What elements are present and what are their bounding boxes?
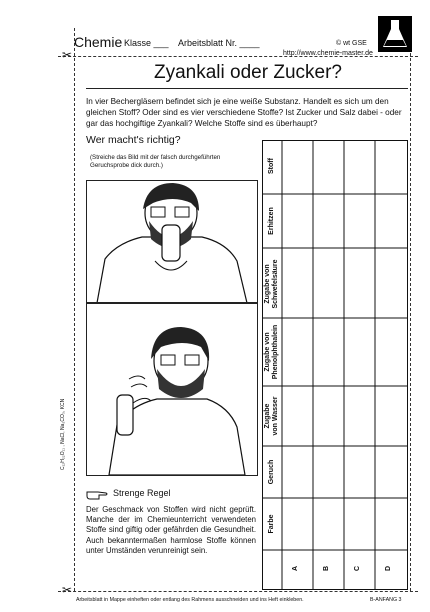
title-underline — [86, 88, 408, 89]
column-header-schwefelsaeure: Zugabe von Schwefelsäure — [264, 259, 279, 309]
illustration-frame-bottom — [86, 302, 258, 476]
cut-line-left — [74, 28, 75, 591]
column-header-wasser: Zugabe von Wasser — [264, 396, 279, 436]
side-formula: C₁₂H₂₂O₁₁ , NaCl, Na₂CO₃, KCN — [60, 398, 66, 470]
cut-line-bottom — [58, 591, 418, 592]
flask-logo-icon — [378, 16, 412, 52]
pointing-hand-icon — [86, 488, 108, 500]
person-smelling-directly-icon — [87, 181, 257, 303]
website-text: http://www.chemie-master.de — [283, 50, 373, 57]
row-label-c: C — [354, 565, 362, 572]
results-table — [262, 140, 408, 590]
person-fanning-odor-icon — [87, 303, 257, 475]
column-header-stoff: Stoff — [268, 158, 275, 174]
row-label-a: A — [292, 565, 300, 572]
rule-heading: Strenge Regel — [113, 488, 171, 498]
table-grid — [262, 140, 408, 590]
scissors-icon: ✂ — [62, 583, 73, 597]
brand-title: Chemie — [74, 34, 123, 50]
row-label-d: D — [385, 565, 393, 572]
instruction-text: (Streiche das Bild mit der falsch durchgeführten Geruchsprobe dick durch.) — [90, 154, 221, 169]
footer-code: B-ANFANG 3 — [370, 597, 402, 603]
copyright-text: © wt GSE — [336, 40, 367, 47]
row-label-b: B — [323, 565, 331, 572]
sheet-number-field: Arbeitsblatt Nr. ____ — [178, 38, 260, 48]
page-title: Zyankali oder Zucker? — [154, 62, 342, 83]
illustration-frame-top — [86, 180, 258, 304]
question-heading: Wer macht's richtig? — [86, 134, 181, 146]
rule-text: Der Geschmack von Stoffen wird nicht geprüft. Manche der im Chemieunterricht verwendeten Stoffe sind giftig oder gefährden die Gesundheit. Auch bekanntermaßen harmlose Stoffe können unter Umständen verunreinigt sein. — [86, 505, 256, 555]
footer-note: Arbeitsblatt in Mappe einheften oder entlang des Rahmens ausschneiden und ins Heft einkleben. — [76, 597, 304, 603]
column-header-phenolphthalein: Zugabe von Phenolphthalein — [264, 324, 279, 380]
cut-line-right — [410, 28, 411, 591]
intro-text: In vier Bechergläsern befindet sich je eine weiße Substanz. Handelt es sich um den gleichen Stoff? Oder sind es vier verschiedene Stoffe? Ist Zucker und Salz dabei - oder gar das hochgiftige Zyankali? Welche Stoffe sind es überhaupt? — [86, 97, 402, 128]
class-field: Klasse ___ — [124, 38, 169, 48]
column-header-farbe: Farbe — [268, 514, 275, 534]
column-header-geruch: Geruch — [268, 459, 275, 485]
column-header-erhitzen: Erhitzen — [268, 207, 275, 235]
scissors-icon: ✂ — [62, 48, 73, 62]
